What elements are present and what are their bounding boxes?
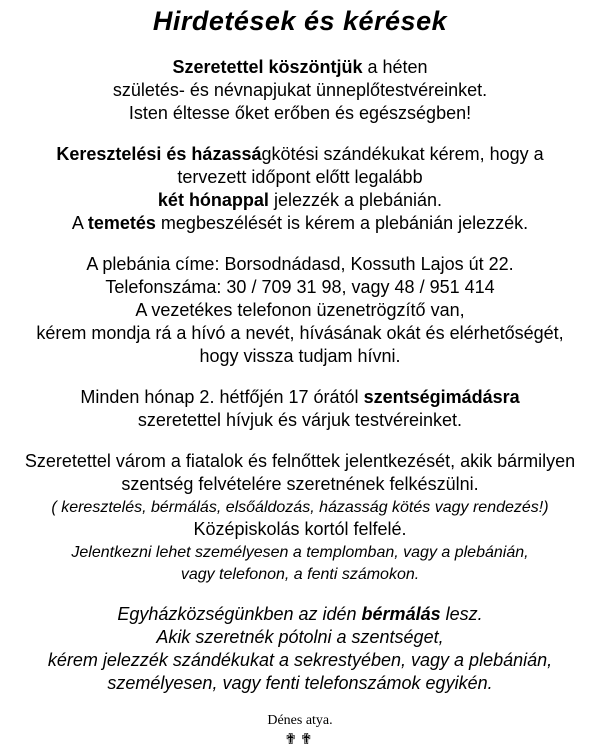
text-line: A plebánia címe: Borsodnádasd, Kossuth Lajos út 22. [86, 254, 514, 274]
footer [0, 713, 600, 748]
parish-contact-paragraph [0, 253, 600, 368]
text-line: A vezetékes telefonon üzenetrögzítő van, [135, 300, 465, 320]
greeting-paragraph [0, 56, 600, 125]
text-line: Szeretettel köszöntjük a héten [172, 57, 428, 77]
cross-icons: ✟✟ [284, 730, 316, 748]
confirmation-paragraph [0, 603, 600, 695]
text-line: szentség felvételére szeretnének felkészülni. [121, 474, 479, 494]
text-line: Minden hónap 2. hétfőjén 17 órától szentségimádásra [80, 387, 520, 407]
text-line: tervezett időpont előtt legalább [177, 167, 423, 187]
text-line: kérem mondja rá a hívó a nevét, hívásának okát és elérhetőségét, [36, 323, 564, 343]
announcements-body [0, 56, 600, 695]
text-line: két hónappal jelezzék a plebánián. [157, 190, 443, 210]
text-line: Egyházközségünkben az idén bérmálás lesz. [117, 604, 483, 624]
text-line: hogy vissza tudjam hívni. [199, 346, 401, 366]
text-line: ( keresztelés, bérmálás, elsőáldozás, házasság kötés vagy rendezés!) [51, 499, 549, 516]
text-line: Középiskolás kortól felfelé. [193, 519, 407, 539]
sacraments-notice-paragraph [0, 143, 600, 235]
text-line: Keresztelési és házasságkötési szándékukat kérem, hogy a [56, 144, 544, 164]
page-title: Hirdetések és kérések [152, 6, 448, 36]
text-line: A temetés megbeszélését is kérem a plebánián jelezzék. [71, 213, 529, 233]
text-line: kérem jelezzék szándékukat a sekrestyében, vagy a plebánián, [47, 650, 553, 670]
text-line: vagy telefonon, a fenti számokon. [180, 566, 420, 583]
preparation-paragraph [0, 450, 600, 585]
text-line: személyesen, vagy fenti telefonszámok egyikén. [107, 673, 493, 693]
adoration-paragraph [0, 386, 600, 432]
text-line: születés- és névnapjukat ünneplőtestvéreinket. [112, 80, 488, 100]
text-line: Telefonszáma: 30 / 709 31 98, vagy 48 / 951 414 [105, 277, 495, 297]
text-line: Akik szeretnék pótolni a szentséget, [156, 627, 444, 647]
text-line: Szeretettel várom a fiatalok és felnőttek jelentkezését, akik bármilyen [24, 451, 576, 471]
text-line: Jelentkezni lehet személyesen a templomban, vagy a plebánián, [71, 544, 529, 561]
text-line: Isten éltesse őket erőben és egészségben! [128, 103, 472, 123]
text-line: szeretettel hívjuk és várjuk testvéreinket. [137, 410, 463, 430]
signature: Dénes atya. [267, 713, 333, 728]
